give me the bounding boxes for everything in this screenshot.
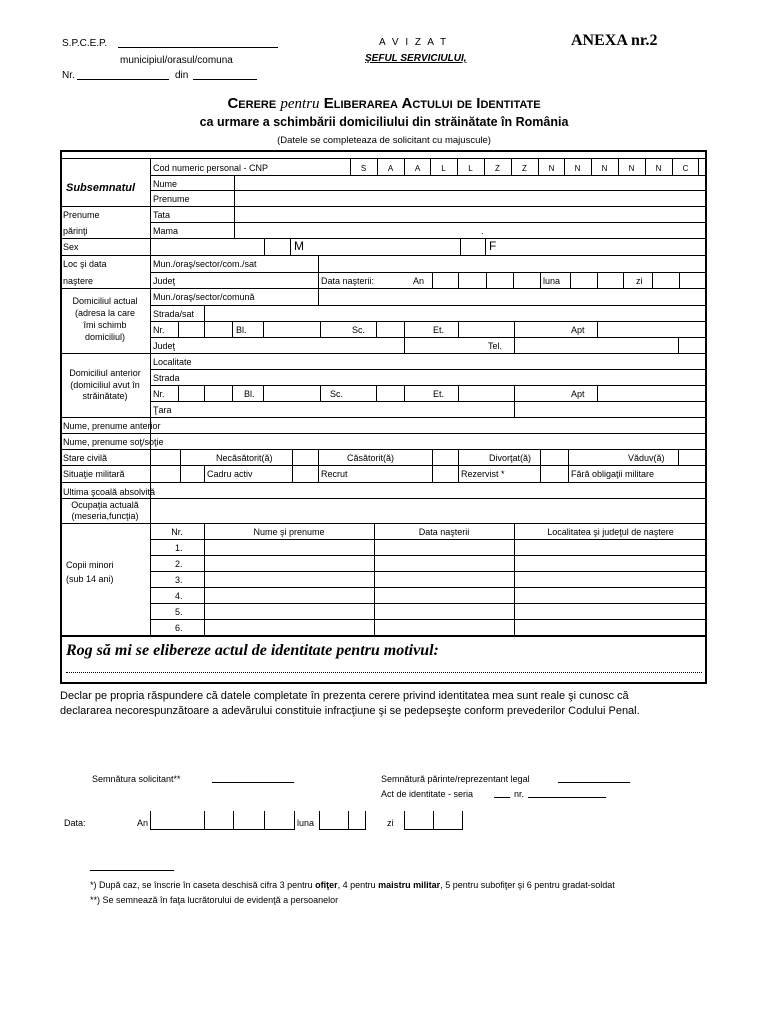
title-pentru: pentru — [280, 96, 320, 112]
semnatura-parinte-label: Semnătură părinte/reprezentant legal — [381, 774, 530, 784]
data-nasterii-label: Data naşterii: — [321, 276, 375, 286]
dom-actual-label-3: îmi schimb — [83, 320, 127, 330]
localitate-label: Localitate — [153, 357, 192, 367]
din-label: din — [175, 70, 189, 81]
et-ant-label: Et. — [433, 389, 445, 399]
title-line2: ca urmare a schimbării domiciliului din străinătate în România — [199, 115, 569, 129]
spcep-line — [118, 47, 278, 48]
avizat-label: A V I Z A T — [379, 37, 449, 48]
sex-f-label: F — [489, 239, 497, 253]
recrut-label: Recrut — [321, 469, 348, 479]
an-label: An — [413, 276, 425, 286]
zi-label: zi — [636, 276, 643, 286]
motiv-label: Rog să mi se elibereze actul de identitate pentru motivul: — [66, 642, 439, 659]
semnatura-parinte-line[interactable] — [558, 782, 630, 783]
casatorit-label: Căsătorit(ă) — [347, 453, 395, 463]
nr-line — [77, 79, 169, 80]
data-an-label: An — [137, 818, 149, 828]
nume-field[interactable] — [235, 176, 706, 190]
semnatura-solicitant-line[interactable] — [212, 782, 294, 783]
act-nr-line[interactable] — [528, 797, 606, 798]
cnp-cell-4[interactable]: L — [441, 164, 446, 173]
notes-divider — [90, 870, 174, 871]
nume-anterior-label: Nume, prenume anterior — [63, 421, 161, 431]
semnatura-solicitant-label: Semnătura solicitant** — [92, 774, 181, 784]
prenume-field[interactable] — [235, 191, 706, 205]
cnp-cell-1[interactable]: S — [360, 164, 367, 173]
sex-m-label: M — [294, 239, 304, 253]
col-loc-header: Localitatea şi judeţul de naştere — [547, 527, 674, 537]
dom-actual-label-2: (adresa la care — [74, 308, 136, 318]
cnp-cell-5[interactable]: L — [468, 164, 473, 173]
apt-actual-label: Apt — [571, 325, 585, 335]
cnp-cell-8[interactable]: N — [548, 164, 555, 173]
municipiul-label: municipiul/orasul/comuna — [120, 55, 233, 66]
necasatorit-label: Necăsătorit(ă) — [216, 453, 273, 463]
dom-actual-label-1: Domiciliul actual — [72, 296, 138, 306]
child-row-number: 5. — [175, 607, 183, 617]
declaratie-line2: declararea necorespunzătoare a adevărului constituie infracţiune şi se pedepseşte conform prevederilor Codului Penal. — [60, 705, 640, 717]
child-row-number: 2. — [175, 559, 183, 569]
prenume-parinti-label: Prenume — [63, 210, 100, 220]
motiv-line[interactable] — [66, 672, 702, 673]
subsemnatul-label: Subsemnatul — [66, 182, 136, 194]
prenume-label: Prenume — [153, 194, 190, 204]
cnp-label: Cod numeric personal - CNP — [153, 163, 269, 173]
cnp-cell-9[interactable]: N — [574, 164, 581, 173]
rezervist-label: Rezervist * — [461, 469, 505, 479]
copii-label-2: (sub 14 ani) — [66, 574, 114, 584]
data-label: Data: — [64, 818, 86, 828]
mama-label: Mama — [153, 226, 179, 236]
tata-field[interactable] — [235, 207, 706, 221]
title-eliberarea: Eliberarea Actului de Identitate — [323, 95, 541, 112]
mun-sat-label: Mun./oraş/sector/com./sat — [153, 259, 257, 269]
data-zi-label: zi — [387, 818, 394, 828]
sc-actual-label: Sc. — [352, 325, 366, 335]
judet-label: Judeţ — [153, 276, 176, 286]
bl-actual-label: Bl. — [236, 325, 247, 335]
tara-label: Ţara — [153, 405, 172, 415]
nastere-label: naştere — [63, 276, 94, 286]
stare-civila-label: Stare civilă — [63, 453, 108, 463]
sc-ant-label: Sc. — [330, 389, 344, 399]
nr-actual-label: Nr. — [153, 325, 165, 335]
luna-label: luna — [543, 276, 561, 286]
nume-sot-label: Nume, prenume soţ/soţie — [63, 437, 164, 447]
anexa-label: ANEXA nr.2 — [571, 32, 658, 49]
et-actual-label: Et. — [433, 325, 445, 335]
copii-label-1: Copii minori — [66, 560, 114, 570]
col-data-header: Data naşterii — [418, 527, 470, 537]
nume-label: Nume — [153, 179, 178, 189]
col-nume-header: Nume şi prenume — [253, 527, 325, 537]
cadru-activ-label: Cadru activ — [207, 469, 253, 479]
note-2: **) Se semnează în faţa lucrătorului de evidenţă a persoanelor — [90, 895, 339, 905]
ocupatia-label-1: Ocupaţia actuală — [71, 500, 139, 510]
sex-label: Sex — [63, 242, 79, 252]
bl-ant-label: Bl. — [244, 389, 255, 399]
sex-f-checkbox[interactable] — [461, 239, 484, 254]
act-seria-line[interactable] — [494, 797, 510, 798]
tel-label: Tel. — [488, 341, 503, 351]
judet-actual-label: Judeţ — [153, 341, 176, 351]
mun-comuna-label: Mun./oraş/sector/comună — [153, 292, 255, 302]
divortat-label: Divorţat(ă) — [489, 453, 532, 463]
situatie-militara-label: Situaţie militară — [63, 469, 125, 479]
dom-ant-label-1: Domiciliul anterior — [69, 368, 141, 378]
cnp-cell-2[interactable]: A — [387, 164, 394, 173]
cnp-cell-12[interactable]: N — [655, 164, 662, 173]
dot-mark: . — [481, 226, 484, 236]
act-nr-label: nr. — [514, 789, 525, 799]
dom-ant-label-2: (domiciliul avut în — [70, 380, 140, 390]
loc-data-label: Loc şi data — [63, 259, 107, 269]
dom-ant-label-3: străinătate) — [82, 391, 128, 401]
ultima-scoala-label: Ultima şcoală absolvită — [63, 487, 156, 497]
nr-label: Nr. — [62, 70, 75, 81]
strada-label: Strada — [153, 373, 180, 383]
vaduv-label: Văduv(ă) — [628, 453, 665, 463]
spcep-label: S.P.C.E.P. — [62, 38, 108, 49]
cnp-cell-13[interactable]: C — [682, 164, 689, 173]
seful-label: ŞEFUL SERVICIULUI, — [365, 53, 467, 64]
title-line3: (Datele se completeaza de solicitant cu majuscule) — [277, 135, 491, 146]
note-1: *) După caz, se înscrie în caseta deschisă cifra 3 pentru ofiţer, 4 pentru maistru militar, 5 pentru subofiţer şi 6 pentru gradat-soldat — [90, 880, 615, 890]
cnp-cell-3[interactable]: A — [414, 164, 421, 173]
apt-ant-label: Apt — [571, 389, 585, 399]
nr-ant-label: Nr. — [153, 389, 165, 399]
data-luna-field[interactable] — [320, 811, 365, 829]
cnp-cell-11[interactable]: N — [628, 164, 635, 173]
title-cerere: Cerere — [227, 95, 277, 112]
title-line1 — [100, 95, 668, 113]
parinti-label: părinţi — [63, 226, 88, 236]
declaratie-line1: Declar pe propria răspundere că datele completate în prezenta cerere privind identitatea mea sunt reale şi cunosc că — [60, 690, 629, 702]
mama-field[interactable] — [235, 223, 706, 237]
cnp-cell-6[interactable]: Z — [495, 164, 500, 173]
cnp-cell-10[interactable]: N — [601, 164, 608, 173]
dom-actual-label-4: domiciliul) — [84, 332, 125, 342]
data-zi-field[interactable] — [405, 811, 462, 829]
tata-label: Tata — [153, 210, 171, 220]
act-identitate-label: Act de identitate - seria — [381, 789, 474, 799]
din-line — [193, 79, 257, 80]
child-row-number: 4. — [175, 591, 183, 601]
fara-obligatii-label: Fără obligaţii militare — [571, 469, 655, 479]
data-an-field[interactable] — [151, 811, 294, 829]
ocupatia-label-2: (meseria,funcţia) — [71, 511, 139, 521]
child-row-number: 3. — [175, 575, 183, 585]
strada-sat-label: Strada/sat — [153, 309, 195, 319]
child-row-number: 6. — [175, 623, 183, 633]
col-nr-header: Nr. — [171, 527, 183, 537]
data-luna-label: luna — [297, 818, 315, 828]
sex-m-checkbox[interactable] — [265, 239, 289, 254]
child-row-number: 1. — [175, 543, 183, 553]
cnp-cell-7[interactable]: Z — [522, 164, 527, 173]
